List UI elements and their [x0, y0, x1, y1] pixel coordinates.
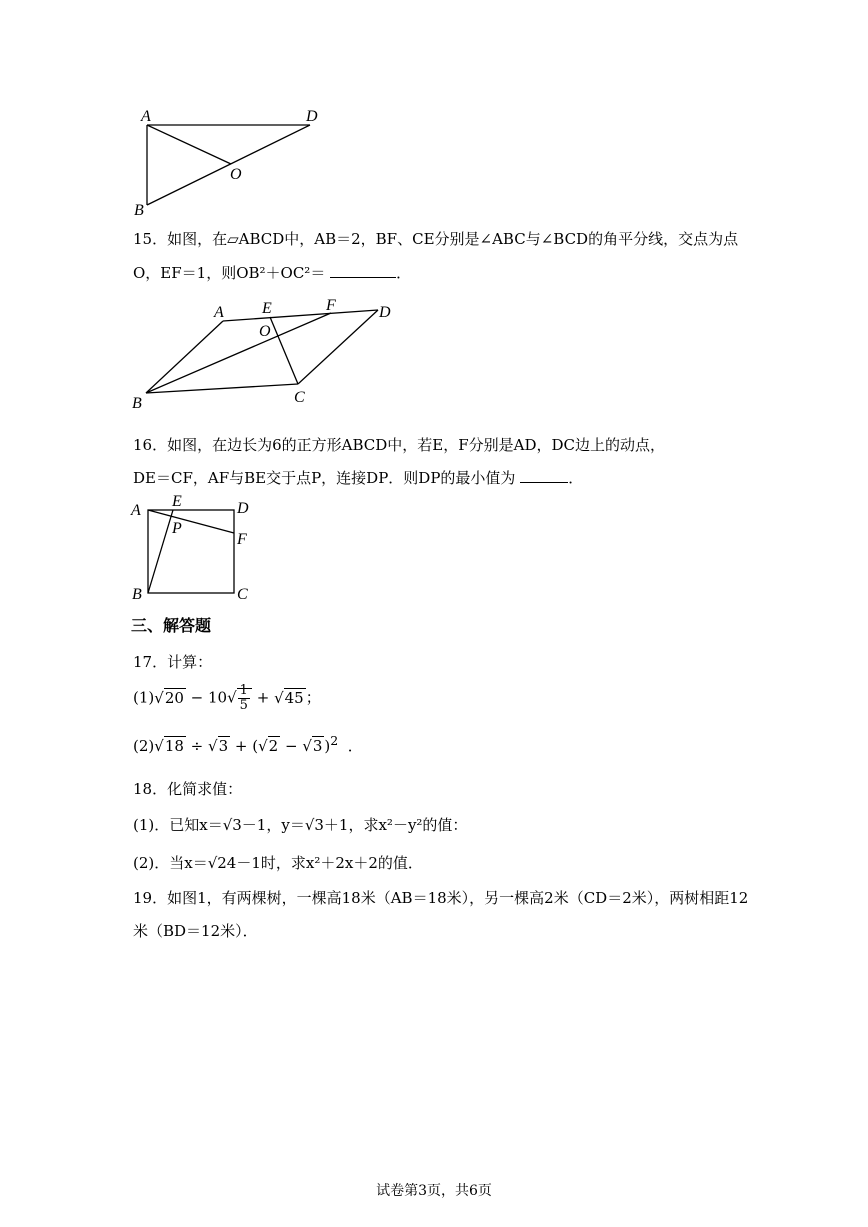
- q16-answer-blank[interactable]: [520, 468, 568, 483]
- label-d: D: [306, 108, 318, 125]
- section-heading: 三、解答题: [131, 616, 212, 635]
- part-label: (1): [133, 688, 155, 707]
- q18-part2: (2)．当x＝√24－1时，求x²＋2x＋2的值．: [133, 854, 423, 872]
- label-o: O: [230, 166, 242, 183]
- part-end: ．: [347, 737, 363, 755]
- q15-line1: 15．如图，在▱ABCD中，AB＝2，BF、CE分别是∠ABC与∠BCD的角平分线，交点为点: [133, 230, 739, 248]
- label-a: A: [131, 502, 141, 519]
- q16-line1: 16．如图，在边长为6的正方形ABCD中，若E，F分别是AD，DC边上的动点，: [133, 436, 665, 454]
- label-a: A: [141, 108, 151, 125]
- figure-q14: [130, 105, 330, 220]
- q17-part2: (2)√18 ÷ √3 + (√2 − √3 )$^2$ ．: [133, 733, 363, 755]
- sqrt-18: √18: [154, 737, 184, 755]
- q15-answer-blank[interactable]: [330, 263, 396, 278]
- q15-line2: O，EF＝1，则OB²＋OC²＝ ．: [133, 264, 412, 282]
- sqrt-45: √45: [274, 688, 304, 707]
- part-label: (2): [133, 737, 155, 755]
- label-c: C: [294, 389, 305, 406]
- q16-line2-text: DE＝CF，AF与BE交于点P，连接DP．则DP的最小值为: [133, 469, 516, 487]
- label-f: F: [326, 297, 336, 314]
- label-d: D: [379, 304, 391, 321]
- label-e: E: [172, 493, 182, 510]
- sqrt-3: √3: [208, 737, 229, 755]
- page-footer: 试卷第3页，共6页: [376, 1183, 492, 1199]
- label-a: A: [214, 304, 224, 321]
- label-b: B: [132, 586, 142, 603]
- figure-q15: [128, 295, 398, 410]
- label-c: C: [237, 586, 248, 603]
- label-e: E: [262, 300, 272, 317]
- q17-title: 17．计算：: [133, 653, 213, 671]
- q18-title: 18．化简求值：: [133, 780, 243, 798]
- label-b: B: [134, 202, 144, 219]
- q18-part1: (1)．已知x＝√3－1，y＝√3＋1，求x²－y²的值：: [133, 816, 468, 834]
- sqrt-20: √20: [154, 688, 184, 707]
- sqrt-one-fifth: √ $\frac{1}{5}$: [227, 684, 252, 713]
- label-b: B: [132, 395, 142, 410]
- figure-q16: [128, 493, 258, 605]
- label-o: O: [259, 323, 271, 340]
- q17-part1: (1)√20 − 10√ $\frac{1}{5}$ + √45 ；: [133, 683, 321, 713]
- label-d: D: [237, 500, 249, 517]
- label-f: F: [237, 531, 247, 548]
- part-end: ；: [305, 688, 321, 707]
- q19-line2: 米（BD＝12米）．: [133, 922, 258, 940]
- q19-line1: 19．如图1，有两棵树，一棵高18米（AB＝18米），另一棵高2米（CD＝2米），两树相距12: [133, 889, 749, 907]
- q16-line2: DE＝CF，AF与BE交于点P，连接DP．则DP的最小值为 ．: [133, 469, 584, 487]
- q15-line2-text: O，EF＝1，则OB²＋OC²＝: [133, 264, 326, 282]
- label-p: P: [172, 520, 182, 537]
